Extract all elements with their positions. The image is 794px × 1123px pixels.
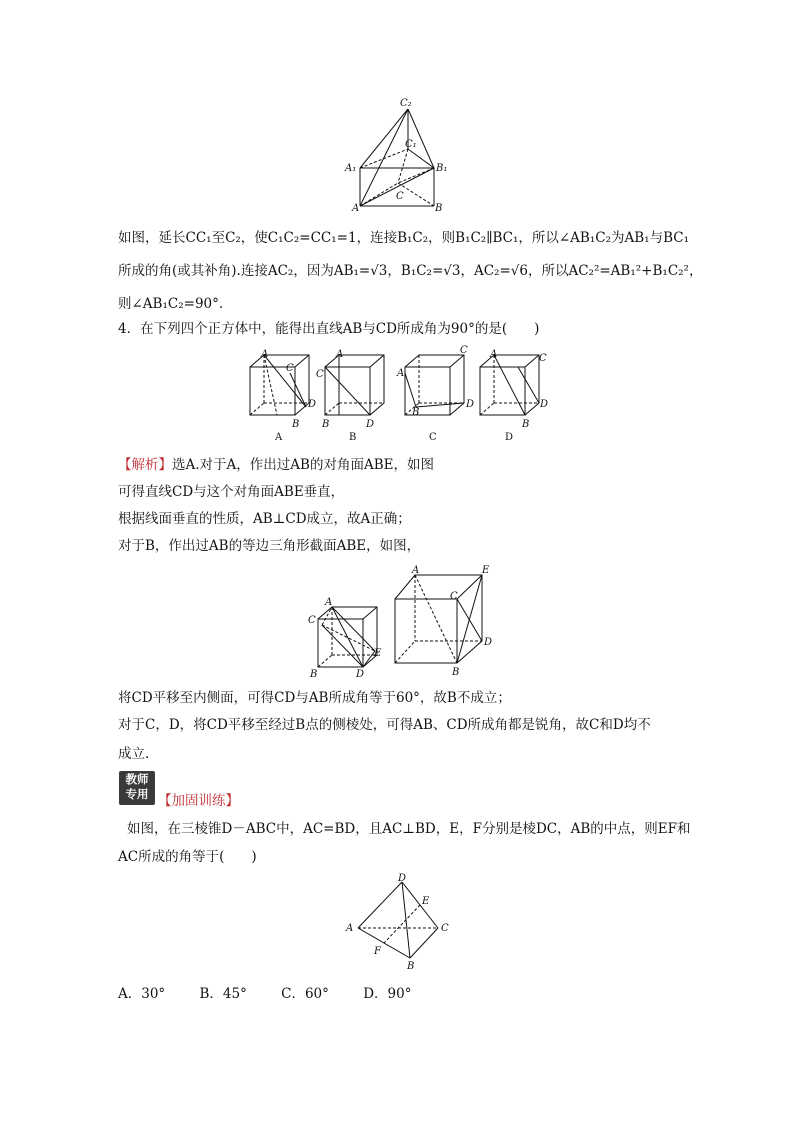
four-cubes-figure	[240, 345, 560, 445]
svg-text:A: A	[346, 923, 354, 934]
analysis-line-1: 【解析】选A.对于A，作出过AB的对角面ABE，如图	[118, 457, 434, 473]
cube-label-a: A	[275, 432, 283, 443]
analysis-line-4: 对于B，作出过AB的等边三角形截面ABE，如图，	[118, 538, 421, 554]
svg-text:A: A	[336, 349, 344, 360]
label-a1: A₁	[345, 163, 357, 174]
analysis-line-2: 可得直线CD与这个对角面ABE垂直，	[118, 484, 345, 500]
svg-text:A: A	[325, 597, 333, 608]
svg-text:D: D	[484, 637, 493, 648]
svg-text:C: C	[441, 923, 449, 934]
cube-label-b: B	[349, 432, 357, 443]
label-b: B	[435, 203, 443, 214]
tetrahedron-figure	[340, 870, 460, 975]
option-b[interactable]: B．45°	[199, 986, 247, 1002]
svg-text:B: B	[452, 667, 460, 678]
solution-line-3: 则∠AB₁C₂=90°.	[118, 296, 224, 312]
svg-text:C: C	[308, 615, 316, 626]
svg-text:A: A	[397, 368, 405, 379]
svg-text:B: B	[310, 669, 318, 680]
cube-label-c: C	[429, 432, 437, 443]
svg-text:C: C	[539, 353, 547, 364]
options-row	[118, 985, 441, 1003]
svg-text:C: C	[316, 369, 324, 380]
svg-text:B: B	[412, 407, 420, 418]
label-c1: C₁	[405, 139, 417, 150]
option-c[interactable]: C．60°	[281, 986, 329, 1002]
svg-text:D: D	[366, 419, 375, 430]
training-question-line-2: AC所成的角等于( )	[118, 849, 257, 865]
label-c2: C₂	[400, 98, 412, 109]
cube-label-d: D	[505, 432, 514, 443]
svg-text:A: A	[490, 349, 498, 360]
label-c: C	[396, 191, 404, 202]
training-question-line-1: 如图，在三棱锥D－ABC中，AC=BD，且AC⊥BD，E，F分别是棱DC，AB的中点，则EF和	[127, 821, 691, 837]
svg-text:D: D	[466, 399, 475, 410]
svg-text:D: D	[540, 399, 549, 410]
svg-text:A: A	[261, 349, 269, 360]
badge-text-1: 教师	[125, 772, 149, 786]
analysis-tag: 【解析】	[118, 457, 172, 473]
svg-text:C: C	[286, 363, 294, 374]
svg-text:B: B	[292, 419, 300, 430]
analysis-line-3: 根据线面垂直的性质，AB⊥CD成立，故A正确；	[118, 511, 411, 527]
badge-text-2: 专用	[125, 787, 149, 801]
svg-text:B: B	[522, 419, 530, 430]
svg-text:F: F	[374, 946, 381, 957]
svg-text:E: E	[374, 648, 382, 659]
analysis-line-7: 成立.	[118, 746, 150, 762]
section-cubes-figure	[300, 565, 500, 680]
label-b1: B₁	[436, 163, 448, 174]
svg-text:D: D	[398, 873, 407, 884]
analysis-line-6: 对于C，D，将CD平移至经过B点的侧棱处，可得AB、CD所成角都是锐角，故C和D均不	[118, 717, 651, 733]
svg-text:C: C	[460, 345, 468, 356]
svg-text:E: E	[422, 896, 430, 907]
option-d[interactable]: D．90°	[363, 986, 412, 1002]
analysis-line-5: 将CD平移至内侧面，可得CD与AB所成角等于60°，故B不成立；	[118, 690, 511, 706]
svg-text:C: C	[450, 591, 458, 602]
prism-figure	[340, 95, 460, 215]
svg-text:E: E	[482, 565, 490, 576]
solution-line-1: 如图，延长CC₁至C₂，使C₁C₂=CC₁=1，连接B₁C₂，则B₁C₂∥BC₁，所以∠AB₁C₂为AB₁与BC₁	[118, 230, 690, 246]
svg-text:B: B	[407, 961, 415, 972]
solution-line-2: 所成的角(或其补角).连接AC₂，因为AB₁=√3，B₁C₂=√3，AC₂=√6，所以AC₂²=AB₁²+B₁C₂²，	[118, 263, 703, 279]
teacher-badge	[119, 771, 155, 805]
svg-text:B: B	[322, 419, 330, 430]
svg-text:D: D	[308, 399, 317, 410]
option-a[interactable]: A．30°	[118, 986, 166, 1002]
svg-text:A: A	[412, 565, 420, 576]
training-title: 【加固训练】	[158, 793, 239, 809]
question-4-stem: 4．在下列四个正方体中，能得出直线AB与CD所成角为90°的是( )	[118, 321, 540, 337]
label-a: A	[352, 203, 360, 214]
svg-text:D: D	[356, 669, 365, 680]
